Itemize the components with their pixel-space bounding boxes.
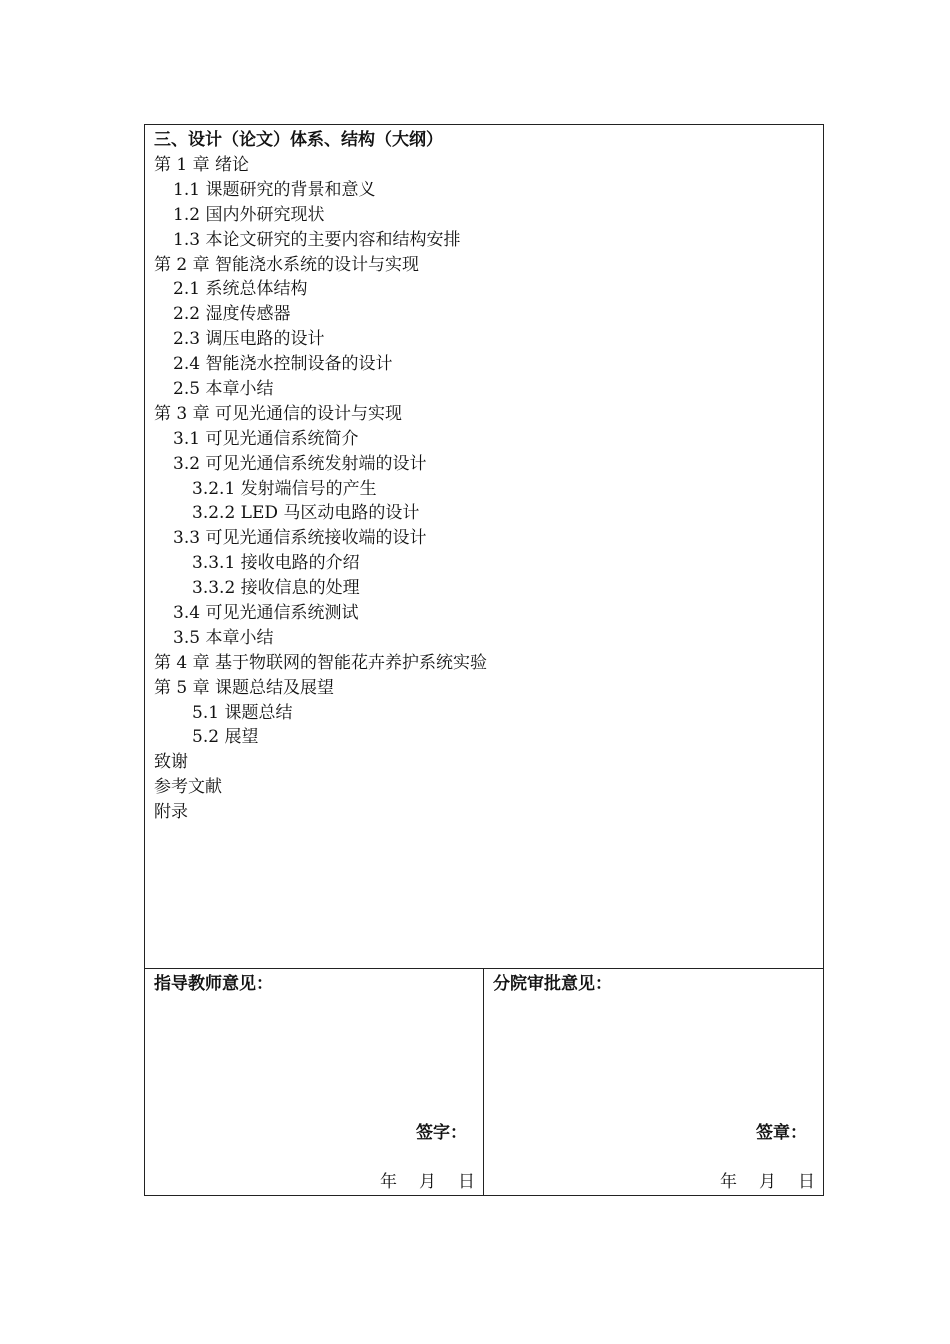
toc-item: 3.2 可见光通信系统发射端的设计 bbox=[173, 453, 427, 474]
department-approval-title: 分院审批意见： bbox=[493, 974, 612, 994]
toc-item: 5.2 展望 bbox=[192, 727, 259, 748]
advisor-date-day: 日 bbox=[458, 1172, 475, 1192]
advisor-date-line bbox=[380, 1170, 475, 1194]
table-of-contents bbox=[154, 153, 487, 825]
toc-item: 3.3.1 接收电路的介绍 bbox=[192, 553, 360, 574]
advisor-opinion-title: 指导教师意见： bbox=[154, 974, 273, 994]
toc-item: 参考文献 bbox=[154, 777, 222, 798]
toc-item: 1.2 国内外研究现状 bbox=[173, 204, 325, 225]
advisor-date-year: 年 bbox=[380, 1172, 397, 1192]
toc-item: 1.1 课题研究的背景和意义 bbox=[173, 179, 376, 200]
advisor-opinion-cell bbox=[145, 969, 484, 1195]
advisor-date-month: 月 bbox=[419, 1172, 436, 1192]
department-date-day: 日 bbox=[798, 1172, 815, 1192]
outline-heading: 三、设计（论文）体系、结构（大纲） bbox=[154, 130, 443, 150]
department-approval-cell bbox=[484, 969, 823, 1195]
toc-item: 2.1 系统总体结构 bbox=[173, 279, 308, 300]
toc-item: 第 3 章 可见光通信的设计与实现 bbox=[154, 403, 403, 424]
toc-item: 第 2 章 智能浇水系统的设计与实现 bbox=[154, 254, 420, 275]
toc-item: 2.5 本章小结 bbox=[173, 379, 274, 400]
department-date-line bbox=[720, 1170, 815, 1194]
department-seal-label: 签章： bbox=[756, 1123, 807, 1143]
toc-item: 3.2.2 LED 马区动电路的设计 bbox=[192, 503, 420, 524]
toc-item: 致谢 bbox=[154, 752, 188, 773]
toc-item: 1.3 本论文研究的主要内容和结构安排 bbox=[173, 229, 461, 250]
toc-item: 3.3 可见光通信系统接收端的设计 bbox=[173, 528, 427, 549]
toc-item: 附录 bbox=[154, 802, 188, 823]
toc-item: 3.4 可见光通信系统测试 bbox=[173, 603, 359, 624]
toc-item: 2.2 湿度传感器 bbox=[173, 304, 291, 325]
department-date-year: 年 bbox=[720, 1172, 737, 1192]
proposal-form-table bbox=[144, 124, 824, 1196]
toc-item: 3.1 可见光通信系统简介 bbox=[173, 428, 359, 449]
department-date-month: 月 bbox=[759, 1172, 776, 1192]
toc-item: 第 4 章 基于物联网的智能花卉养护系统实验 bbox=[154, 652, 488, 673]
toc-item: 第 1 章 绪论 bbox=[154, 155, 250, 175]
advisor-signature-label: 签字： bbox=[416, 1123, 467, 1143]
outline-cell bbox=[145, 125, 823, 969]
toc-item: 3.3.2 接收信息的处理 bbox=[192, 578, 360, 599]
toc-item: 3.5 本章小结 bbox=[173, 627, 274, 648]
toc-item: 2.3 调压电路的设计 bbox=[173, 329, 325, 350]
toc-item: 3.2.1 发射端信号的产生 bbox=[192, 478, 377, 499]
toc-item: 第 5 章 课题总结及展望 bbox=[154, 677, 335, 698]
toc-item: 5.1 课题总结 bbox=[192, 702, 293, 723]
toc-item: 2.4 智能浇水控制设备的设计 bbox=[173, 354, 393, 375]
